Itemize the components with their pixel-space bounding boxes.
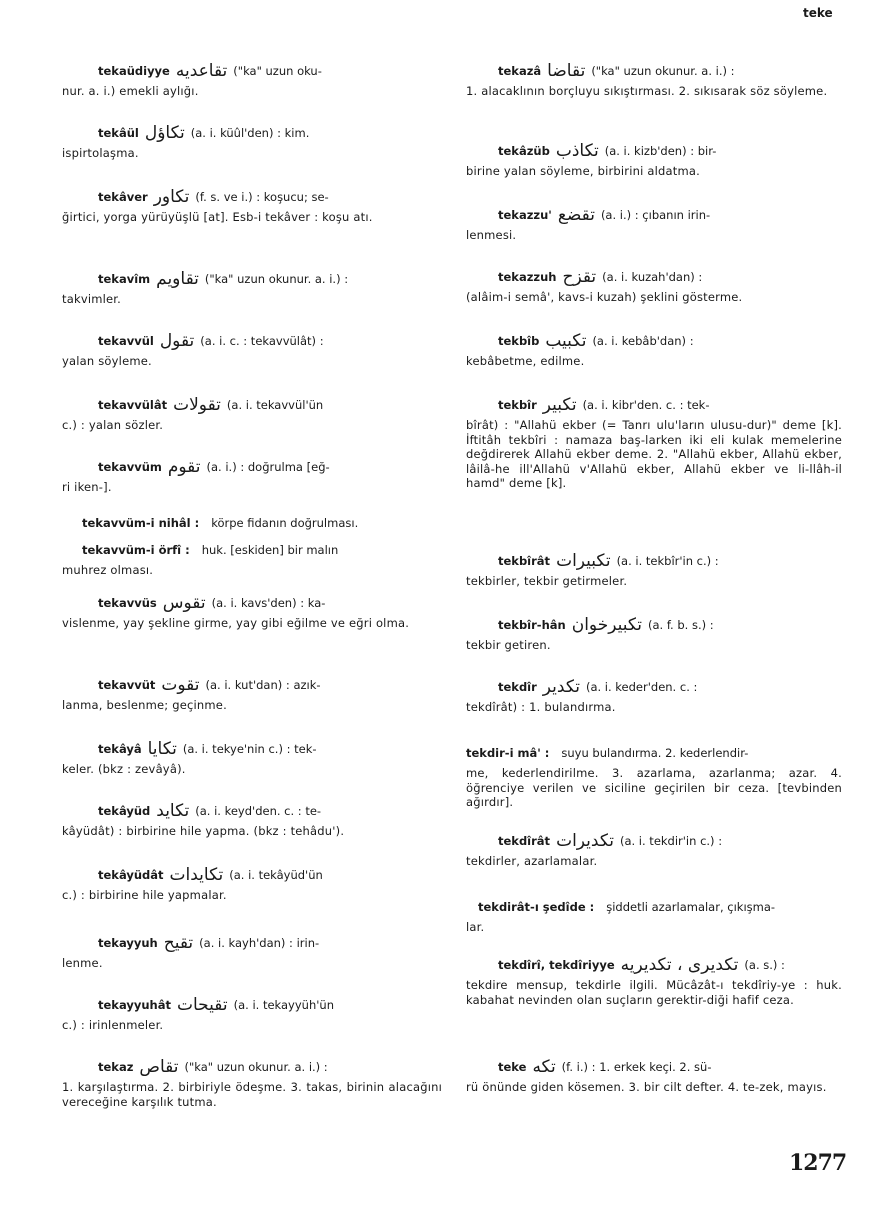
dictionary-entry: [466, 266, 842, 305]
entry-headword: tekavvüm-i nihâl :: [82, 515, 200, 530]
arabic-script: تقوم: [167, 456, 201, 477]
entry-definition: takvimler.: [62, 292, 122, 306]
entry-headline: [62, 539, 442, 561]
entry-definition-start: (a. i. kayh'dan) : irin-: [199, 935, 320, 950]
arabic-script: تقضع: [557, 204, 595, 225]
entry-definition-start: (f. i.) : 1. erkek keçi. 2. sü-: [561, 1059, 712, 1074]
dictionary-entry: [466, 550, 842, 589]
entry-headword: tekdîrî, tekdîriyye: [498, 957, 615, 972]
entry-definition: kâyüdât) : birbirine hile yapma. (bkz : tehâdu').: [62, 824, 345, 838]
entry-definition: tekdîrât) : 1. bulandırma.: [466, 700, 616, 714]
dictionary-entry: [62, 1056, 442, 1109]
arabic-script: تكبيرات: [556, 550, 611, 571]
entry-headword: tekazzuh: [498, 269, 557, 284]
entry-definition-start: (a. i. tekavvül'ün: [226, 397, 324, 412]
entry-headline: [62, 1056, 442, 1078]
arabic-script: تقاعديه: [175, 60, 228, 81]
entry-definition-start: (a. i. kizb'den) : bir-: [604, 143, 717, 158]
entry-headline: [466, 140, 842, 162]
entry-headline: [62, 456, 442, 478]
entry-definition-start: (a. i. tekayyüh'ün: [233, 997, 334, 1012]
arabic-script: تقاص: [139, 1056, 179, 1077]
entry-definition-start: ("ka" uzun okunur. a. i.) :: [204, 271, 349, 286]
entry-definition-start: ("ka" uzun oku-: [233, 63, 322, 78]
entry-headword: tekavvül: [98, 333, 154, 348]
entry-definition-start: suyu bulandırma. 2. kederlendir-: [561, 745, 749, 760]
entry-definition: c.) : yalan sözler.: [62, 418, 164, 432]
entry-headword: tekdirât-ı şedîde :: [478, 899, 595, 914]
entry-headword: tekayyuh: [98, 935, 158, 950]
entry-definition-start: (a. i. kavs'den) : ka-: [211, 595, 326, 610]
entry-headline: [466, 742, 842, 764]
entry-headword: tekavvüm: [98, 459, 162, 474]
dictionary-entry: [62, 456, 442, 495]
entry-definition: bîrât) : "Allahü ekber (= Tanrı ulu'ların ulusu-dur)" deme [k]. İftitâh tekbîri : namaza baş-larken iki eli kulak memelerine değdirerek Allahü ekber deme. 2. "Allahü ekber, Allahü ekber, lâilâ-he ill'Allahü v'Allahü ekber, Allahü ekber ve li-llâh-il hamd" deme [k].: [466, 418, 842, 490]
arabic-script: تقول: [159, 330, 195, 351]
entry-headline: [62, 932, 442, 954]
entry-headword: tekbîb: [498, 333, 540, 348]
dictionary-entry: [466, 140, 842, 179]
arabic-script: تقاضا: [547, 60, 586, 81]
entry-headline: [62, 186, 442, 208]
arabic-script: تكبيب: [545, 330, 587, 351]
arabic-script: تكبيرخوان: [571, 614, 642, 635]
arabic-script: تكايدات: [169, 864, 224, 885]
dictionary-entry: [466, 954, 842, 1007]
arabic-script: تكاؤل: [144, 122, 185, 143]
arabic-script: تقاويم: [156, 268, 199, 289]
entry-definition: tekbir getiren.: [466, 638, 551, 652]
entry-definition-start: (a. i. kuzah'dan) :: [602, 269, 703, 284]
entry-headword: tekbîr: [498, 397, 537, 412]
dictionary-entry: [466, 896, 842, 935]
entry-headword: tekdir-i mâ' :: [466, 745, 550, 760]
arabic-script: تقيحات: [176, 994, 228, 1015]
entry-headword: tekbîrât: [498, 553, 551, 568]
entry-definition-start: (a. i. tekâyüd'ün: [229, 867, 323, 882]
entry-headline: [466, 830, 842, 852]
arabic-script: تكايا: [147, 738, 177, 759]
entry-definition-start: ("ka" uzun okunur. a. i.) :: [184, 1059, 328, 1074]
entry-headword: tekavvüt: [98, 677, 156, 692]
arabic-script: تكه: [532, 1056, 556, 1077]
arabic-script: تقوس: [162, 592, 206, 613]
entry-definition: 1. karşılaştırma. 2. birbiriyle ödeşme. 3. takas, birinin alacağını vereceğine karşılık tutma.: [62, 1080, 442, 1109]
entry-headline: [62, 674, 442, 696]
entry-headline: [62, 592, 442, 614]
entry-definition: vislenme, yay şekline girme, yay gibi eğilme ve eğri olma.: [62, 616, 410, 630]
entry-definition: rü önünde giden kösemen. 3. bir cilt defter. 4. te-zek, mayıs.: [466, 1080, 827, 1094]
dictionary-entry: [466, 676, 842, 715]
entry-headline: [466, 204, 842, 226]
dictionary-entry: [62, 932, 442, 971]
entry-definition-start: (a. i. küûl'den) : kim.: [190, 125, 310, 140]
dictionary-entry: [62, 738, 442, 777]
dictionary-entry: [466, 394, 842, 491]
entry-definition: tekbirler, tekbir getirmeler.: [466, 574, 628, 588]
entry-definition: ğirtici, yorga yürüyüşlü [at]. Esb-i tekâver : koşu atı.: [62, 210, 373, 224]
entry-definition: tekdire mensup, tekdirle ilgili. Mücâzât-ı tekdîriy-ye : huk. kabahat nevinden olan suçların gerektir-diği hafif ceza.: [466, 978, 842, 1007]
entry-headline: [62, 512, 442, 534]
entry-definition-start: (a. i.) : çıbanın irin-: [600, 207, 711, 222]
dictionary-entry: [62, 186, 442, 225]
entry-headline: [62, 122, 442, 144]
entry-definition-start: (a. i. kebâb'dan) :: [592, 333, 694, 348]
entry-headword: tekdîrât: [498, 833, 551, 848]
entry-headword: tekdîr: [498, 679, 537, 694]
entry-definition-start: (a. f. b. s.) :: [647, 617, 714, 632]
entry-headline: [466, 60, 842, 82]
entry-headword: tekâzüb: [498, 143, 550, 158]
arabic-script: تقيح: [163, 932, 194, 953]
dictionary-entry: [62, 330, 442, 369]
dictionary-entry: [466, 60, 842, 99]
dictionary-entry: [62, 122, 442, 161]
entry-definition-start: (a. i. tekye'nin c.) : tek-: [182, 741, 317, 756]
entry-headword: tekâyüdât: [98, 867, 164, 882]
entry-definition: tekdirler, azarlamalar.: [466, 854, 598, 868]
entry-headline: [62, 738, 442, 760]
entry-definition-start: şiddetli azarlamalar, çıkışma-: [606, 899, 776, 914]
dictionary-entry: [62, 268, 442, 307]
entry-definition-start: huk. [eskiden] bir malın: [201, 542, 339, 557]
arabic-script: تقولات: [173, 394, 221, 415]
entry-headword: tekavvülât: [98, 397, 168, 412]
entry-headword: tekâyüd: [98, 803, 151, 818]
entry-headline: [62, 60, 442, 82]
entry-definition-start: (a. i. keyd'den. c. : te-: [195, 803, 322, 818]
entry-definition-start: ("ka" uzun okunur. a. i.) :: [591, 63, 735, 78]
entry-headline: [62, 994, 442, 1016]
entry-definition: c.) : irinlenmeler.: [62, 1018, 164, 1032]
arabic-script: تكبير: [542, 394, 577, 415]
dictionary-entry: [466, 742, 842, 810]
dictionary-entry: [62, 60, 442, 99]
page-number: 1277: [789, 1150, 847, 1176]
entry-definition: yalan söyleme.: [62, 354, 152, 368]
entry-headword: tekâver: [98, 189, 148, 204]
entry-definition: lenmesi.: [466, 228, 517, 242]
entry-headline: [466, 896, 842, 918]
dictionary-entry: [62, 539, 442, 578]
entry-definition-start: (a. i.) : doğrulma [eğ-: [206, 459, 330, 474]
entry-definition: 1. alacaklının borçluyu sıkıştırması. 2. sıkısarak söz söyleme.: [466, 84, 828, 98]
entry-headline: [466, 954, 842, 976]
entry-definition-start: (a. i. tekbîr'in c.) :: [616, 553, 719, 568]
entry-headword: tekaz: [98, 1059, 134, 1074]
dictionary-entry: [62, 592, 442, 631]
entry-headword: tekazzu': [498, 207, 552, 222]
entry-definition-start: körpe fidanın doğrulması.: [211, 515, 359, 530]
dictionary-entry: [466, 204, 842, 243]
dictionary-entry: [62, 394, 442, 433]
dictionary-entry: [466, 614, 842, 653]
entry-headline: [62, 394, 442, 416]
entry-definition: c.) : birbirine hile yapmalar.: [62, 888, 227, 902]
dictionary-entry: [62, 800, 442, 839]
arabic-script: تكايد: [156, 800, 190, 821]
dictionary-entry: [62, 994, 442, 1033]
dictionary-entry: [62, 864, 442, 903]
entry-headline: [466, 330, 842, 352]
dictionary-entry: [466, 1056, 842, 1095]
entry-headword: tekâül: [98, 125, 139, 140]
dictionary-entry: [62, 512, 442, 536]
arabic-script: تقوت: [161, 674, 200, 695]
entry-definition: birine yalan söyleme, birbirini aldatma.: [466, 164, 700, 178]
dictionary-entry: [62, 674, 442, 713]
entry-definition: ri iken-].: [62, 480, 112, 494]
entry-definition: me, kederlendirilme. 3. azarlama, azarlanma; azar. 4. öğrenciye verilen ve siciline geçirilen bir ceza. [tevbinden ağırdır].: [466, 766, 842, 809]
entry-definition-start: (a. i. c. : tekavvülât) :: [200, 333, 324, 348]
entry-definition: lar.: [466, 920, 485, 934]
entry-headline: [466, 394, 842, 416]
entry-definition-start: (a. i. keder'den. c. :: [585, 679, 698, 694]
entry-definition-start: (a. s.) :: [744, 957, 785, 972]
entry-headword: teke: [498, 1059, 527, 1074]
entry-headline: [62, 330, 442, 352]
entry-definition: keler. (bkz : zevâyâ).: [62, 762, 186, 776]
entry-definition: muhrez olması.: [62, 563, 154, 577]
entry-definition: kebâbetme, edilme.: [466, 354, 585, 368]
entry-definition: (alâim-i semâ', kavs-i kuzah) şeklini gösterme.: [466, 290, 743, 304]
entry-headline: [466, 676, 842, 698]
entry-definition-start: (f. s. ve i.) : koşucu; se-: [195, 189, 329, 204]
arabic-script: تكدير: [542, 676, 580, 697]
entry-definition-start: (a. i. kut'dan) : azık-: [205, 677, 321, 692]
entry-headword: tekâyâ: [98, 741, 142, 756]
entry-headword: tekavvüs: [98, 595, 157, 610]
entry-headword: tekavîm: [98, 271, 151, 286]
entry-headword: tekazâ: [498, 63, 542, 78]
entry-headword: tekaüdiyye: [98, 63, 170, 78]
arabic-script: تكديرات: [556, 830, 614, 851]
entry-headline: [466, 1056, 842, 1078]
entry-headword: tekayyuhât: [98, 997, 171, 1012]
entry-headline: [466, 614, 842, 636]
entry-definition-start: (a. i. tekdir'in c.) :: [619, 833, 723, 848]
entry-headline: [62, 864, 442, 886]
entry-headline: [62, 800, 442, 822]
entry-definition: nur. a. i.) emekli aylığı.: [62, 84, 199, 98]
arabic-script: تكاذب: [555, 140, 599, 161]
entry-definition: lanma, beslenme; geçinme.: [62, 698, 227, 712]
entry-headline: [466, 266, 842, 288]
entry-definition: lenme.: [62, 956, 103, 970]
entry-definition-start: (a. i. kibr'den. c. : tek-: [582, 397, 710, 412]
entry-headline: [466, 550, 842, 572]
dictionary-entry: [466, 830, 842, 869]
arabic-script: تكديرى ، تكديريه: [620, 954, 739, 975]
arabic-script: تقزح: [562, 266, 597, 287]
entry-headword: tekbîr-hân: [498, 617, 566, 632]
dictionary-entry: [466, 330, 842, 369]
running-header: teke: [803, 6, 833, 20]
entry-definition: ispirtolaşma.: [62, 146, 139, 160]
arabic-script: تكاور: [153, 186, 190, 207]
entry-headline: [62, 268, 442, 290]
entry-headword: tekavvüm-i örfî :: [82, 542, 190, 557]
